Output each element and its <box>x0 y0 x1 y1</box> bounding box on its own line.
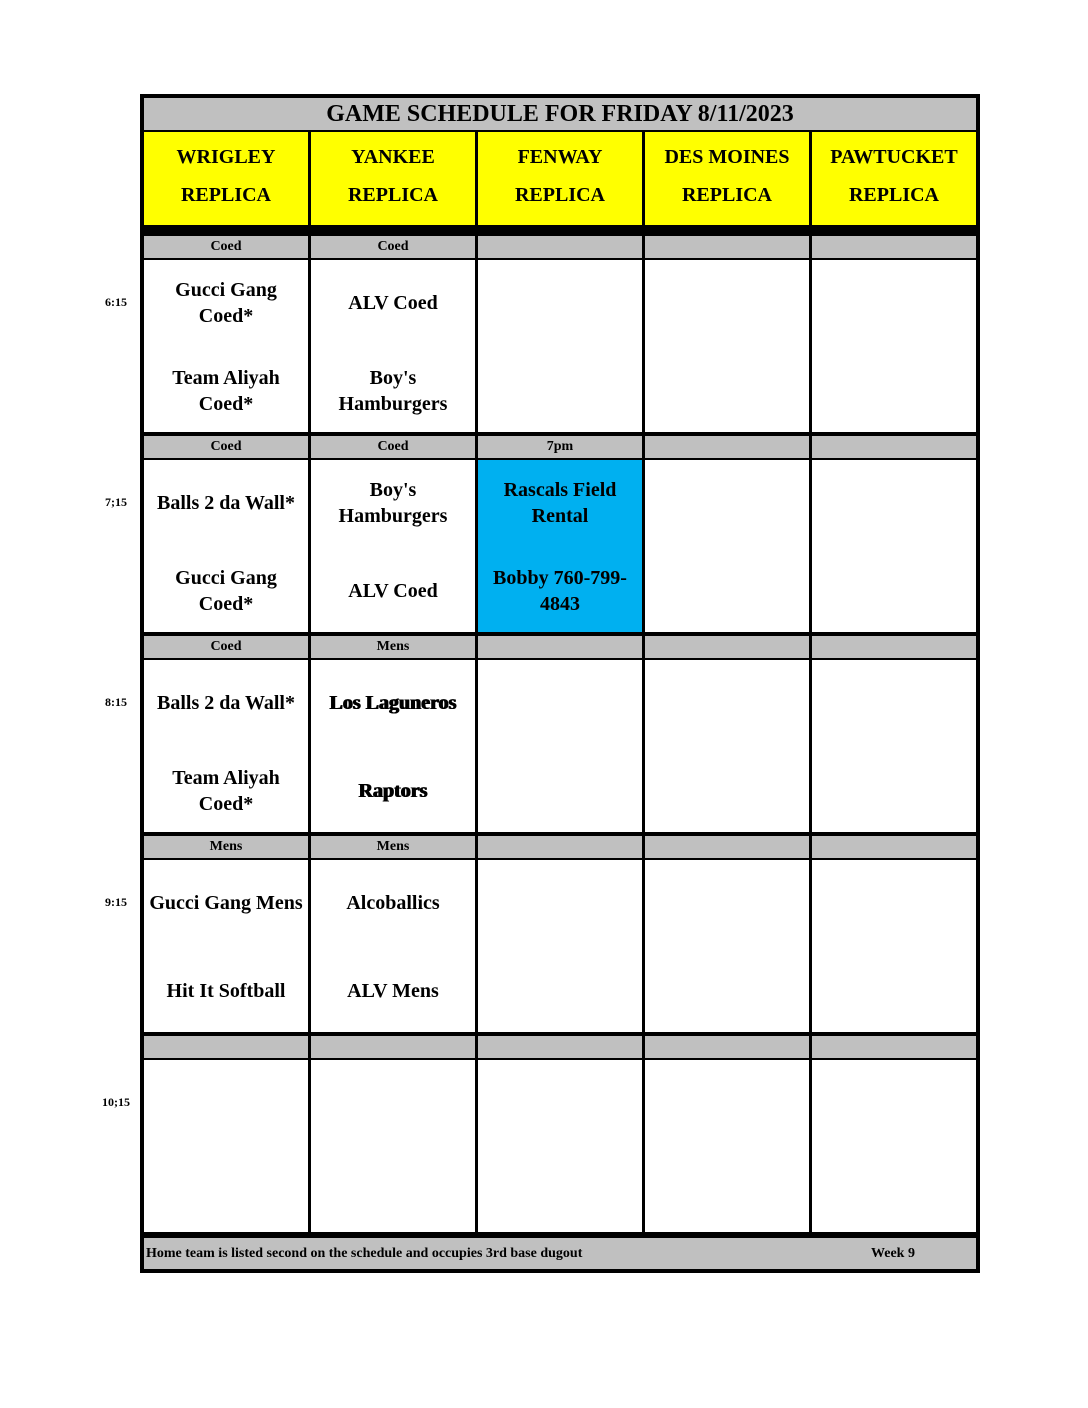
time-label: 8:15 <box>105 695 127 709</box>
game-cell <box>311 260 475 432</box>
game-cell <box>311 460 475 632</box>
home-team: Boy's Hamburgers <box>338 367 448 415</box>
division-label <box>144 1036 308 1058</box>
game-cell <box>311 860 475 1032</box>
game-cell <box>812 460 976 632</box>
division-label: Coed <box>144 636 308 658</box>
home-team: Bobby 760-799-4843 <box>493 567 627 615</box>
game-cell <box>645 660 809 832</box>
game-cell <box>144 660 308 832</box>
field-name: DES MOINES <box>664 146 790 168</box>
game-cell <box>478 860 642 1032</box>
time-label: 6:15 <box>105 295 127 309</box>
game-cell <box>478 1060 642 1232</box>
division-label: Coed <box>311 236 475 258</box>
field-header <box>812 132 976 225</box>
game-cell <box>144 260 308 432</box>
field-header <box>478 132 642 225</box>
division-label: Coed <box>311 436 475 458</box>
division-label <box>812 1036 976 1058</box>
game-cell <box>311 660 475 832</box>
division-label <box>645 436 809 458</box>
division-label: Coed <box>144 236 308 258</box>
away-team: Boy's Hamburgers <box>338 479 448 527</box>
field-header <box>144 132 308 225</box>
field-name: WRIGLEY <box>176 146 276 168</box>
home-team: Team Aliyah Coed* <box>172 767 280 815</box>
home-team: Gucci Gang Coed* <box>175 567 277 615</box>
division-label <box>478 236 642 258</box>
game-cell <box>812 260 976 432</box>
game-cell <box>812 660 976 832</box>
away-team: Balls 2 da Wall* <box>156 492 295 514</box>
field-subtitle: REPLICA <box>514 184 605 206</box>
game-cell <box>144 1060 308 1232</box>
game-cell <box>812 860 976 1032</box>
time-label: 10;15 <box>102 1095 130 1109</box>
field-name: PAWTUCKET <box>830 146 958 168</box>
week-label: Week 9 <box>871 1246 915 1261</box>
game-cell <box>812 1060 976 1232</box>
division-label <box>645 236 809 258</box>
home-team: Hit It Softball <box>166 980 286 1002</box>
division-label: Mens <box>144 836 308 858</box>
division-label <box>478 1036 642 1058</box>
game-cell <box>478 260 642 432</box>
game-cell <box>144 860 308 1032</box>
game-cell <box>645 460 809 632</box>
footer-note: Home team is listed second on the schedule and occupies 3rd base dugout <box>146 1246 583 1261</box>
division-label: 7pm <box>478 436 642 458</box>
field-subtitle: REPLICA <box>848 184 939 206</box>
field-name: FENWAY <box>517 146 603 168</box>
division-label <box>812 436 976 458</box>
division-label: Mens <box>311 836 475 858</box>
game-cell <box>645 260 809 432</box>
home-team: Team Aliyah Coed* <box>172 367 280 415</box>
field-subtitle: REPLICA <box>681 184 772 206</box>
away-team: Los Laguneros <box>329 692 457 714</box>
home-team: ALV Coed <box>348 580 438 602</box>
home-team: ALV Mens <box>347 980 439 1002</box>
division-label <box>812 236 976 258</box>
game-cell <box>645 860 809 1032</box>
away-team: Alcoballics <box>346 892 440 914</box>
game-cell <box>311 1060 475 1232</box>
field-subtitle: REPLICA <box>180 184 271 206</box>
away-team: Gucci Gang Coed* <box>175 279 277 327</box>
division-label <box>311 1036 475 1058</box>
division-label <box>812 836 976 858</box>
game-cell <box>478 660 642 832</box>
field-header <box>311 132 475 225</box>
division-label: Coed <box>144 436 308 458</box>
field-name: YANKEE <box>351 146 435 168</box>
schedule-table <box>140 94 980 1273</box>
away-team: Rascals Field Rental <box>503 479 617 527</box>
field-subtitle: REPLICA <box>347 184 438 206</box>
footer-bar <box>144 1238 976 1269</box>
away-team: Gucci Gang Mens <box>149 892 303 914</box>
away-team: ALV Coed <box>348 292 438 314</box>
division-label <box>645 1036 809 1058</box>
away-team: Balls 2 da Wall* <box>156 692 295 714</box>
division-label <box>812 636 976 658</box>
home-team: Raptors <box>358 780 428 802</box>
time-label: 7;15 <box>105 495 127 509</box>
game-cell <box>478 460 642 632</box>
division-label <box>478 636 642 658</box>
game-cell <box>645 1060 809 1232</box>
division-label <box>645 836 809 858</box>
division-label <box>478 836 642 858</box>
division-label: Mens <box>311 636 475 658</box>
time-label: 9:15 <box>105 895 127 909</box>
field-header <box>645 132 809 225</box>
page-title: GAME SCHEDULE FOR FRIDAY 8/11/2023 <box>144 98 976 130</box>
division-label <box>645 636 809 658</box>
game-cell <box>144 460 308 632</box>
